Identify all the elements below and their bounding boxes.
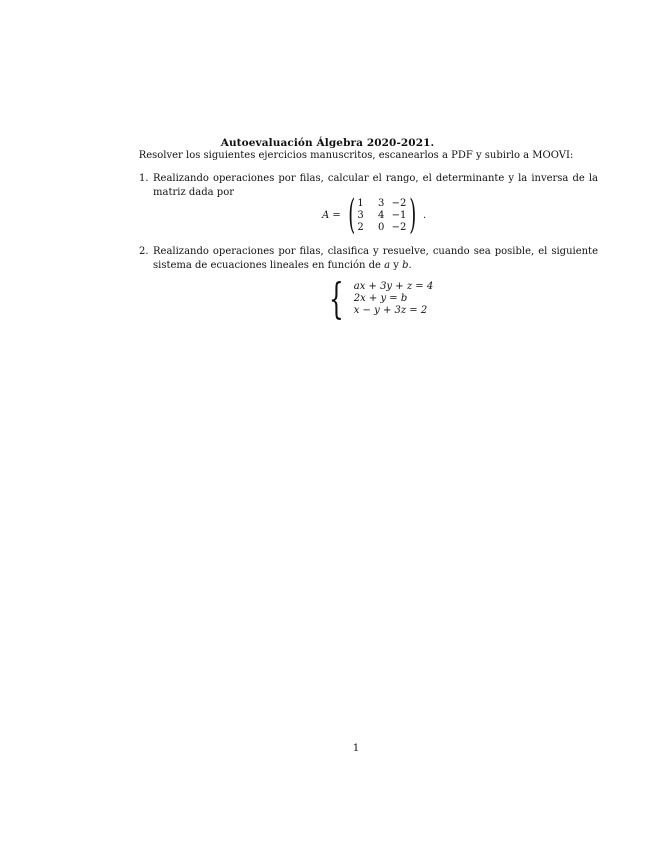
equation-1: ax + 3y + z = 4 [353, 281, 434, 292]
exercise-1-number: 1. [139, 173, 149, 184]
document-subtitle: Resolver los siguientes ejercicios manuscritos, escanearlos a PDF y subirlo a MOOVI: [138, 150, 574, 161]
exercise-2-text: Realizando operaciones por filas, clasifica y resuelve, cuando sea posible, el siguiente sistema de ecuaciones lineales en función de [153, 246, 598, 271]
left-paren-icon: ( [348, 192, 356, 238]
param-a: a [384, 259, 391, 271]
equation-2: 2x + y = b [353, 293, 408, 304]
exercise-1 [139, 172, 598, 199]
exercise-2-number: 2. [139, 246, 149, 257]
exercise-1-text: Realizando operaciones por filas, calcular el rango, el determinante y la inversa de la matriz dada por [153, 173, 598, 198]
right-paren-icon: ) [409, 192, 417, 238]
exercise-2-conjunction: y [390, 259, 403, 271]
exercise-2 [139, 245, 598, 272]
param-b: b [402, 259, 409, 271]
matrix-label: A = [322, 209, 341, 221]
equations-list [354, 281, 433, 317]
matrix-period: . [423, 209, 427, 221]
equation-3: x − y + 3z = 2 [353, 305, 428, 316]
matrix-cell: 4 [378, 209, 385, 221]
exercise-2-period: . [408, 259, 412, 271]
matrix-cell: 3 [378, 197, 385, 209]
matrix-cell: 3 [357, 209, 364, 221]
left-brace-icon: { [329, 274, 344, 323]
matrix-a [322, 192, 427, 238]
equation-system [323, 274, 434, 323]
matrix-cell: −2 [391, 221, 407, 233]
document-title: Autoevaluación Álgebra 2020-2021. [220, 137, 435, 149]
matrix-cell: 1 [357, 197, 364, 209]
matrix-cell: −1 [391, 209, 407, 221]
page-number: 1 [352, 743, 360, 754]
matrix-cell: 0 [378, 221, 385, 233]
matrix-cell: −2 [391, 197, 407, 209]
matrix-entries [355, 197, 409, 233]
matrix-cell: 2 [357, 221, 364, 233]
